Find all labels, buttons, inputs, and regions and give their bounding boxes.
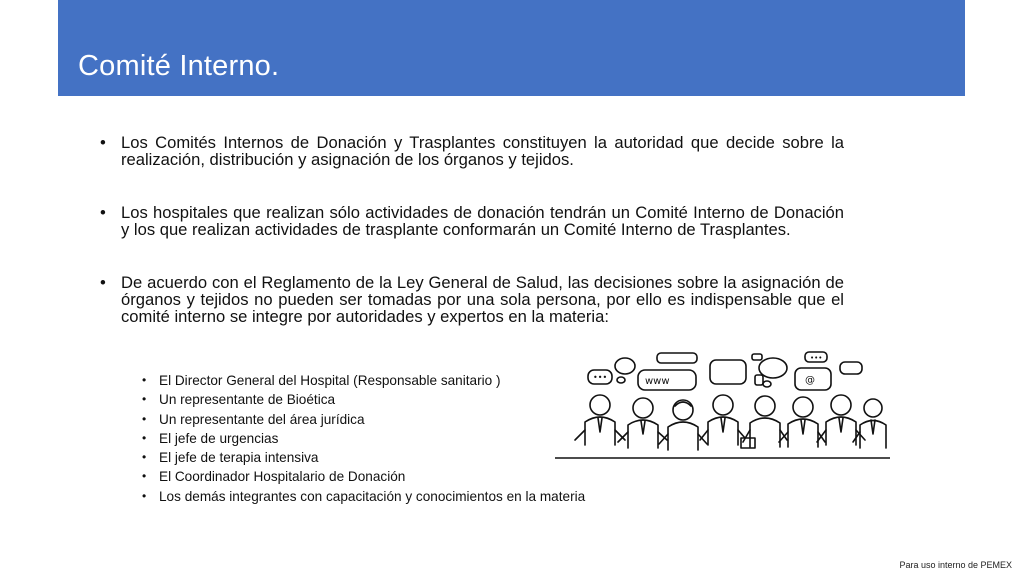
- svg-text:•••: •••: [810, 354, 823, 362]
- title-banner: [58, 0, 965, 96]
- bullet-item: • Los Comités Internos de Donación y Trasplantes constituyen la autoridad que decide sobre la realización, distribución y asignación de los órganos y tejidos.: [100, 134, 844, 168]
- svg-text:•••: •••: [593, 373, 608, 382]
- sub-bullet-item: • Los demás integrantes con capacitación y conocimientos en la materia: [142, 487, 585, 506]
- main-bullet-list: [100, 134, 844, 325]
- speech-bubbles: [588, 352, 862, 390]
- sub-bullet-item: • El jefe de urgencias: [142, 429, 585, 448]
- svg-text:www: www: [645, 376, 670, 387]
- sub-bullet-item: • Un representante del área jurídica: [142, 410, 585, 429]
- bullet-item: • De acuerdo con el Reglamento de la Ley General de Salud, las decisiones sobre la asignación de órganos y tejidos no pueden ser tomadas por una sola persona, por ello es indispensable que el comité interno se integre por autoridades y expertos en la materia:: [100, 274, 844, 325]
- svg-text:@: @: [805, 375, 815, 386]
- sub-bullet-item: • El Coordinador Hospitalario de Donación: [142, 467, 585, 486]
- sub-bullet-item: • Un representante de Bioética: [142, 390, 585, 409]
- sub-bullet-item: • El jefe de terapia intensiva: [142, 448, 585, 467]
- footer-note: Para uso interno de PEMEX: [899, 560, 1012, 570]
- sub-bullet-item: • El Director General del Hospital (Responsable sanitario ): [142, 371, 585, 390]
- people-talking-illustration: [555, 350, 890, 462]
- slide-title: Comité Interno.: [78, 50, 280, 82]
- people-figures: [555, 395, 890, 458]
- bullet-item: • Los hospitales que realizan sólo actividades de donación tendrán un Comité Interno de Donación y los que realizan actividades de trasplante conformarán un Comité Interno de Trasplantes.: [100, 204, 844, 238]
- slide-body: [100, 134, 844, 325]
- committee-members-list: [142, 371, 585, 506]
